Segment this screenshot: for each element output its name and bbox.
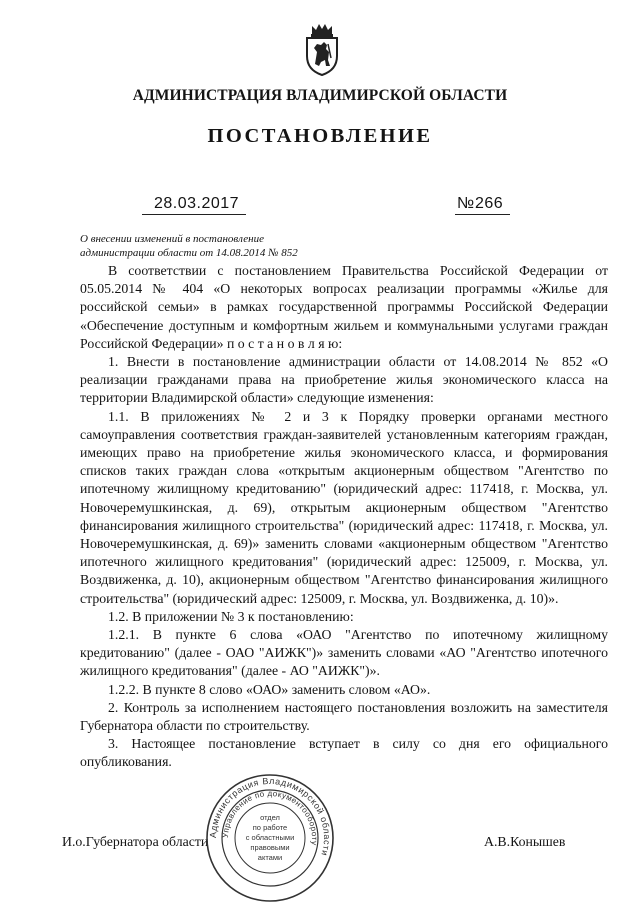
signatory-position: И.о.Губернатора области bbox=[62, 834, 209, 849]
stamp-center-line: правовыми bbox=[250, 843, 290, 852]
document-body bbox=[80, 262, 608, 772]
body-paragraph: 1.2.2. В пункте 8 слово «ОАО» заменить словом «АО». bbox=[108, 681, 431, 697]
document-date: 28.03.2017 bbox=[154, 195, 240, 212]
body-paragraph: 1.2. В приложении № 3 к постановлению: bbox=[108, 608, 354, 624]
stamp-ring-text: Управление по документообороту bbox=[220, 788, 320, 846]
official-stamp bbox=[202, 770, 338, 906]
document-number-prefix: № bbox=[457, 195, 475, 212]
document-subject bbox=[80, 232, 360, 260]
body-paragraph: 1. Внести в постановление администрации области от 14.08.2014 № 852 «О реализации гражданами права на приобретение жилья экономического класса на территории Владимирской области» следующие изменения: bbox=[80, 354, 608, 406]
date-underline bbox=[142, 214, 246, 215]
number-underline bbox=[455, 214, 510, 215]
body-paragraph: 3. Настоящее постановление вступает в силу со дня его официального опубликования. bbox=[80, 736, 608, 770]
stamp-center-line: по работе bbox=[252, 823, 288, 832]
body-paragraph: 1.2.1. В пункте 6 слова «ОАО "Агентство по ипотечному жилищному кредитованию" (далее - ОАО "АИЖК")» заменить словами «АО "Агентство ипотечного жилищного кредитования" (далее - АО "АИЖК")». bbox=[80, 627, 608, 679]
organization-title: АДМИНИСТРАЦИЯ ВЛАДИМИРСКОЙ ОБЛАСТИ bbox=[132, 87, 508, 104]
stamp-center-line: актами bbox=[257, 853, 283, 862]
subject-line: О внесении изменений в постановление bbox=[80, 233, 264, 245]
signatory-name: А.В.Конышев bbox=[484, 834, 566, 849]
subject-line: администрации области от 14.08.2014 № 852 bbox=[80, 247, 298, 259]
stamp-outer-text: Администрация Владимирской области bbox=[207, 775, 333, 858]
vladimir-region-coat-of-arms-icon bbox=[302, 22, 342, 76]
document-number: 266 bbox=[475, 195, 504, 212]
stamp-center-line: отдел bbox=[260, 813, 280, 822]
body-paragraph: 1.1. В приложениях № 2 и 3 к Порядку проверки органами местного самоуправления соответствия граждан-заявителей установленным категориям граждан, имеющих право на приобретение жилья экономического класса, и формирования списков таких граждан слова «открытым акционерным обществом "Агентство по ипотечному жилищному кредитованию" (юридический адрес: 117418, г. Москва, ул. Новочеремушкинская, д. 69), открытым акционерным обществом "Агентство финансирования жилищного строительства" (юридический адрес: 117418, г. Москва, ул. Новочеремушкинская, д. 69)» заменить словами «акционерным обществом "Агентство ипотечного жилищного кредитования" (юридический адрес: 125009, г. Москва, ул. Воздвиженка, д. 10), акционерным обществом "Агентство финансирования жилищного строительства" (юридический адрес: 125009, г. Москва, ул. Воздвиженка, д. 10)». bbox=[80, 408, 608, 606]
document-type-title: ПОСТАНОВЛЕНИЕ bbox=[207, 125, 433, 147]
body-paragraph: В соответствии с постановлением Правительства Российской Федерации от 05.05.2014 № 404 «О некоторых вопросах реализации программы «Жилье для российской семьи» в рамках государственной программы Российской Федерации «Обеспечение доступным и комфортным жильем и коммунальными услугами граждан Российской Федерации» п о с т а н о в л я ю: bbox=[80, 263, 608, 351]
stamp-center-line: с областными bbox=[245, 833, 295, 842]
body-paragraph: 2. Контроль за исполнением настоящего постановления возложить на заместителя Губернатора области по строительству. bbox=[80, 699, 608, 734]
